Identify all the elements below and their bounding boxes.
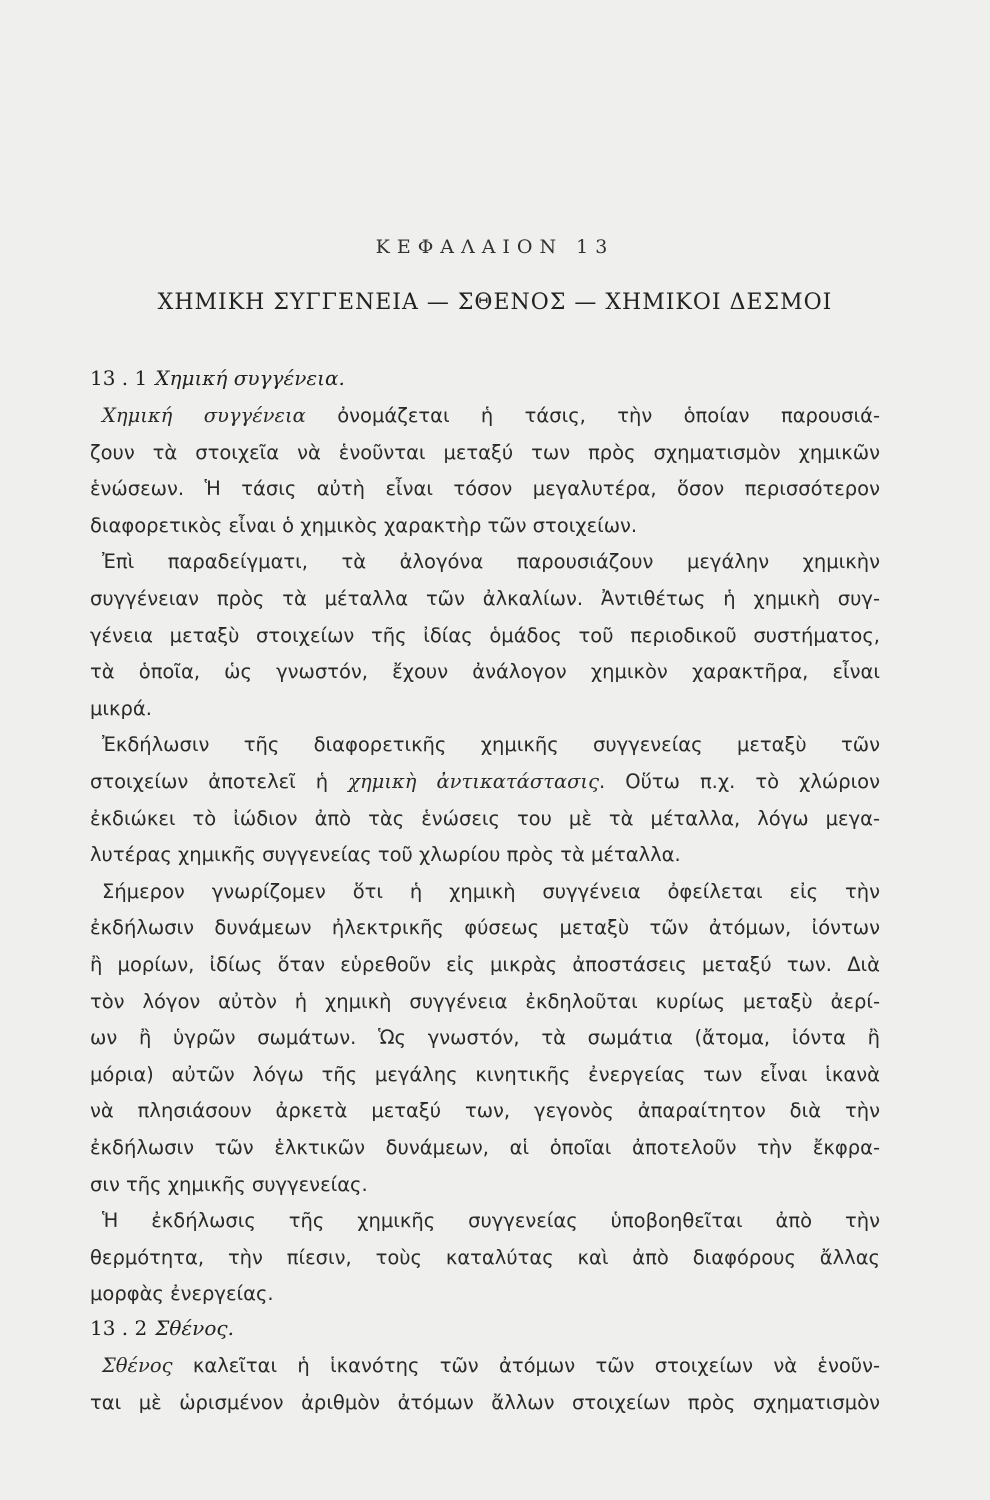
text-line [90,807,880,830]
section-title: Χημική συγγένεια. [155,366,345,390]
text-line [90,697,152,720]
text-segment: ἐκδιώκει τὸ ἰώδιον ἀπὸ τὰς ἑνώσεις του μὲ τὰ μέταλλα, λόγω μεγα- [90,806,880,830]
text-line [102,733,880,756]
text-segment: τὸν λόγον αὐτὸν ἡ χημικὴ συγγένεια ἐκδηλοῦται κυρίως μεταξὺ ἀερί- [90,989,880,1013]
text-line [90,843,681,866]
text-line [90,660,880,683]
text-line [90,441,880,464]
text-segment: χημικὴ ἀντικατάστασις [348,770,599,793]
text-line [90,624,880,647]
text-segment: συγγένειαν πρὸς τὰ μέταλλα τῶν ἀλκαλίων. Ἀντιθέτως ἡ χημικὴ συγ- [90,587,880,610]
section-heading-2 [90,1316,234,1340]
text-line [102,1209,880,1232]
chapter-title: ΧΗΜΙΚΗ ΣΥΓΓΕΝΕΙΑ — ΣΘΕΝΟΣ — ΧΗΜΙΚΟΙ ΔΕΣΜΟΙ [157,290,833,315]
text-segment: Ἐπὶ παραδείγματι, τὰ ἀλογόνα παρουσιάζουν μεγάλην χημικὴν [102,550,880,574]
chapter-heading: ΚΕΦΑΛΑΙΟΝ 13 [375,236,615,258]
text-segment: ἐκδήλωσιν δυνάμεων ἠλεκτρικῆς φύσεως μεταξὺ τῶν ἀτόμων, ἰόντων [90,916,880,940]
text-segment: ἢ μορίων, ἰδίως ὅταν εὑρεθοῦν εἰς μικρὰς ἀποστάσεις μεταξύ των. Διὰ [90,953,880,976]
text-line [90,770,880,793]
text-segment: στοιχείων ἀποτελεῖ ἡ [90,770,349,793]
text-line [90,1173,368,1196]
text-segment: Σήμερον γνωρίζομεν ὅτι ἡ χημικὴ συγγένεια ὀφείλεται εἰς τὴν [102,879,880,903]
text-segment: γένεια μεταξὺ στοιχείων τῆς ἰδίας ὁμάδος τοῦ περιοδικοῦ συστήματος, [90,623,880,647]
text-line [90,514,637,537]
text-line [90,1063,880,1086]
text-line [90,587,880,610]
text-line [90,990,880,1013]
text-line [90,1099,880,1122]
text-segment: ται μὲ ὡρισμένον ἀριθμὸν ἀτόμων ἄλλων στοιχείων πρὸς σχηματισμὸν [90,1390,880,1414]
text-line [90,1282,274,1305]
text-segment: διαφορετικὸς εἶναι ὁ χημικὸς χαρακτὴρ τῶν στοιχείων. [90,513,638,537]
text-line [90,1246,880,1269]
section-number: 13 . 2 [90,1316,148,1340]
text-segment: νὰ πλησιάσουν ἀρκετὰ μεταξύ των, γεγονὸς ἀπαραίτητον διὰ τὴν [90,1099,880,1123]
text-line [90,1026,880,1049]
text-line [102,550,880,573]
text-segment: ὀνομάζεται ἡ τάσις, τὴν ὁποίαν παρουσιά- [305,404,880,427]
text-line [90,953,880,976]
text-segment: μικρά. [90,696,152,720]
text-segment: μορφὰς ἐνεργείας. [90,1282,274,1306]
text-segment: τὰ ὁποῖα, ὡς γνωστόν, ἔχουν ἀνάλογον χημικὸν χαρακτῆρα, εἶναι [90,660,880,684]
text-segment: Ἐκδήλωσιν τῆς διαφορετικῆς χημικῆς συγγενείας μεταξὺ τῶν [102,733,880,757]
text-line [102,404,880,427]
text-line [102,880,880,903]
text-segment: ἐκδήλωσιν τῶν ἑλκτικῶν δυνάμεων, αἱ ὁποῖαι ἀποτελοῦν τὴν ἔκφρα- [90,1136,880,1159]
text-line [90,1136,880,1159]
text-segment: σιν τῆς χημικῆς συγγενείας. [90,1172,368,1196]
section-heading-1 [90,366,345,390]
section-number: 13 . 1 [90,366,148,390]
text-line [90,477,880,500]
text-segment: μόρια) αὐτῶν λόγω τῆς μεγάλης κινητικῆς ἐνεργείας των εἶναι ἱκανὰ [90,1062,880,1086]
text-line [90,916,880,939]
text-line [102,1354,880,1377]
text-line [90,1391,880,1414]
text-segment: ων ἢ ὑγρῶν σωμάτων. Ὡς γνωστόν, τὰ σωμάτια (ἄτομα, ἰόντα ἢ [90,1026,880,1050]
section-title: Σθένος. [155,1316,234,1340]
text-segment: ἑνώσεων. Ἡ τάσις αὐτὴ εἶναι τόσον μεγαλυτέρα, ὅσον περισσότερον [90,477,880,501]
text-segment: Ἡ ἐκδήλωσις τῆς χημικῆς συγγενείας ὑποβοηθεῖται ἀπὸ τὴν [102,1209,880,1233]
text-segment: Σθένος [102,1354,173,1377]
text-segment: ζουν τὰ στοιχεῖα νὰ ἑνοῦνται μεταξύ των πρὸς σχηματισμὸν χημικῶν [90,440,880,464]
text-segment: καλεῖται ἡ ἱκανότης τῶν ἀτόμων τῶν στοιχείων νὰ ἑνοῦν- [172,1354,880,1377]
text-segment: λυτέρας χημικῆς συγγενείας τοῦ χλωρίου πρὸς τὰ μέταλλα. [90,843,681,867]
text-segment: Χημική συγγένεια [102,404,306,427]
text-segment: θερμότητα, τὴν πίεσιν, τοὺς καταλύτας καὶ ἀπὸ διαφόρους ἄλλας [90,1245,880,1269]
text-segment: . Οὕτω π.χ. τὸ χλώριον [599,770,880,793]
